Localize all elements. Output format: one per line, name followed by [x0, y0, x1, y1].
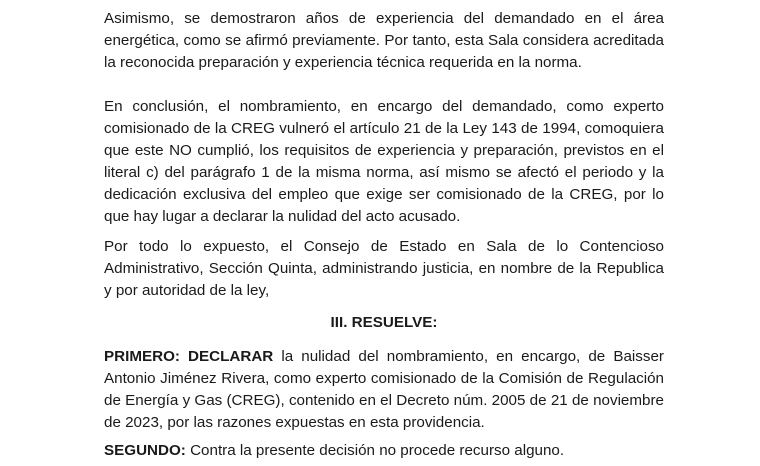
- segundo-text: Contra la presente decisión no procede recurso alguno.: [185, 442, 565, 459]
- resolution-segundo: [104, 440, 664, 462]
- paragraph-authority: Por todo lo expuesto, el Consejo de Estado en Sala de lo Contencioso Administrativo, Sección Quinta, administrando justicia, en nombre de la Republica y por autoridad de la ley,: [104, 238, 664, 299]
- paragraph-conclusion: En conclusión, el nombramiento, en encargo del demandado, como experto comisionado de la CREG vulneró el artículo 21 de la Ley 143 de 1994, comoquiera que este NO cumplió, los requisitos de experiencia y preparación, previstos en el literal c) del parágrafo 1 de la misma norma, así mismo se afectó el periodo y la dedicación exclusiva del empleo que exige ser comisionado de la CREG, por lo que hay lugar a declarar la nulidad del acto acusado.: [104, 98, 664, 225]
- paragraph-experience: Asimismo, se demostraron años de experiencia del demandado en el área energética, como se afirmó previamente. Por tanto, esta Sala considera acreditada la reconocida preparación y experiencia técnica requerida en la norma.: [104, 10, 664, 71]
- primero-text: la nulidad del nombramiento, en encargo, de Baisser Antonio Jiménez Rivera, como experto comisionado de la Comisión de Regulación de Energía y Gas (CREG), contenido en el Decreto núm. 2005 de 21 de noviembre de 2023, por las razones expuestas en esta providencia.: [104, 348, 664, 431]
- segundo-label: SEGUNDO:: [104, 442, 186, 459]
- section-heading: III. RESUELVE:: [330, 314, 438, 331]
- primero-label: PRIMERO: DECLARAR: [104, 348, 274, 365]
- resolution-primero: [104, 346, 664, 434]
